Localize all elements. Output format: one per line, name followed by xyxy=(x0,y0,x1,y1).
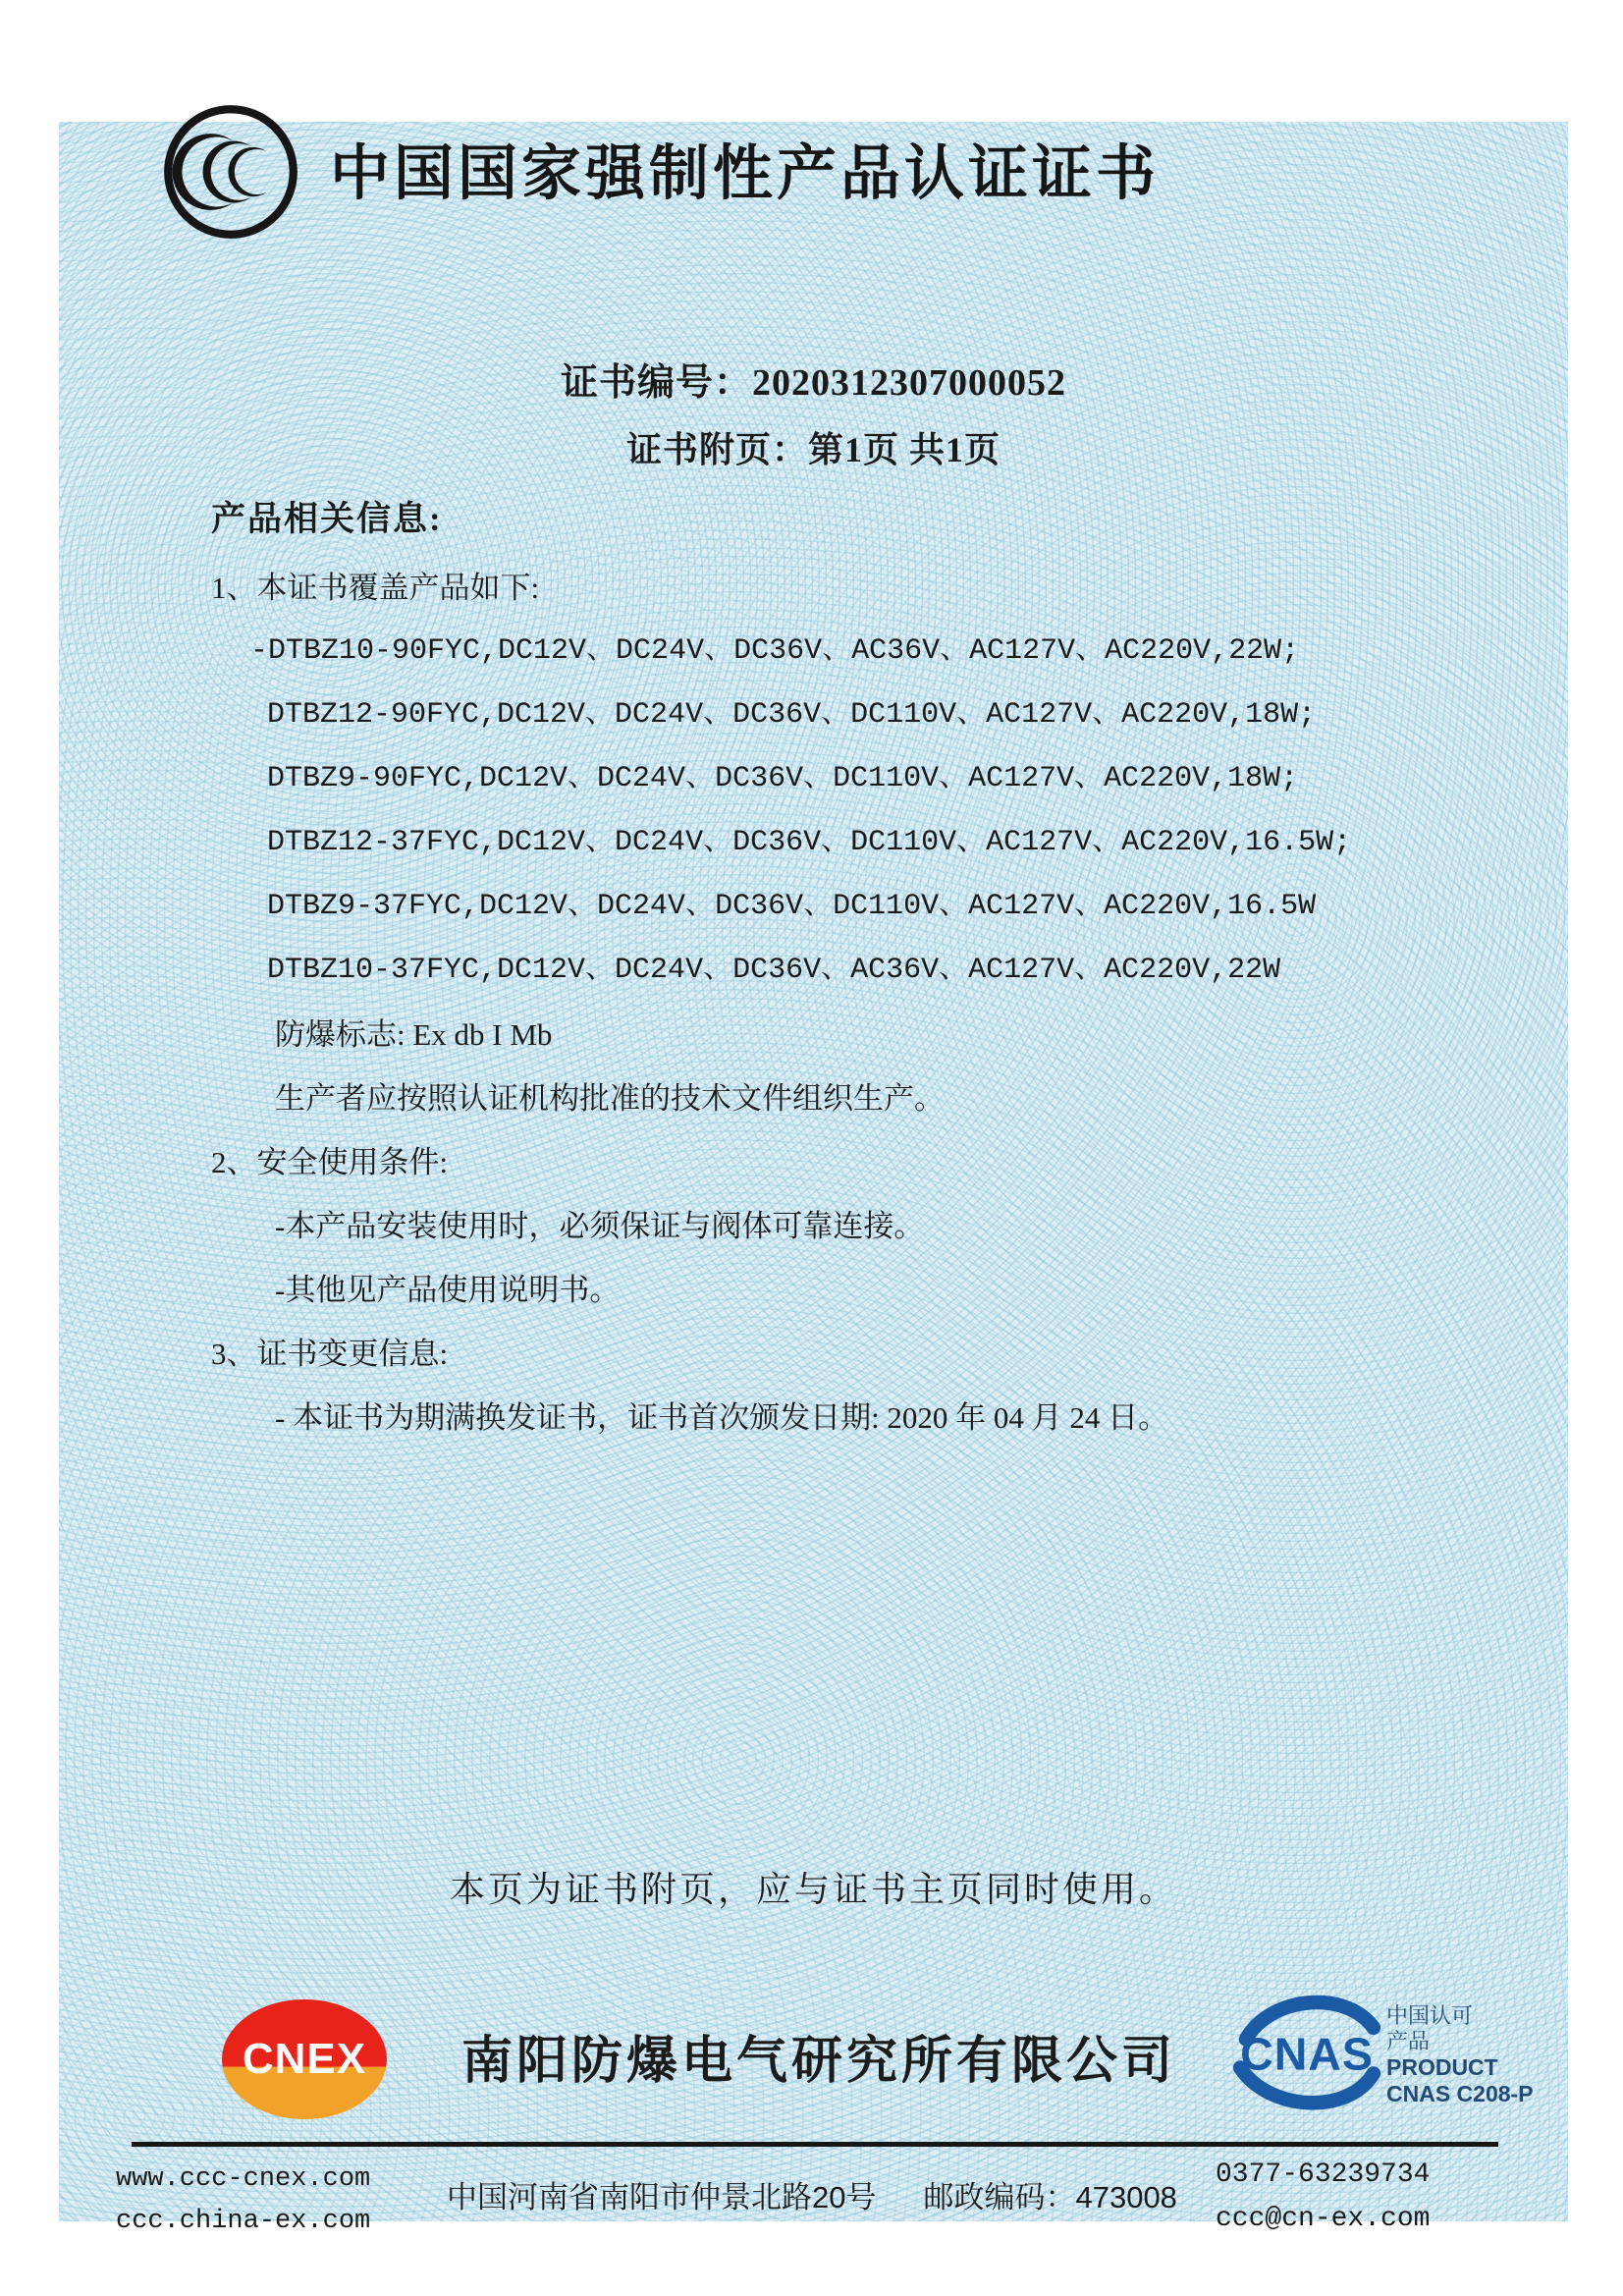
cnex-logo xyxy=(222,1999,387,2119)
body-line: 生产者应按照认证机构批准的技术文件组织生产。 xyxy=(275,1081,945,1116)
product-model-line: DTBZ10-37FYC,DC12V、DC24V、DC36V、AC36V、AC127V、AC220V,22W xyxy=(267,954,1281,987)
company-name: 南阳防爆电气研究所有限公司 xyxy=(461,2033,1177,2090)
body-line: 3、证书变更信息: xyxy=(211,1337,449,1371)
product-info-heading: 产品相关信息: xyxy=(211,500,443,538)
attachment-page-info: 证书附页：第1页 共1页 xyxy=(625,430,1001,469)
product-info-block xyxy=(211,483,1554,1449)
body-line: -本产品安装使用时，必须保证与阀体可靠连接。 xyxy=(275,1209,925,1243)
product-model-line: DTBZ12-37FYC,DC12V、DC24V、DC36V、DC110V、AC127V、AC220V,16.5W; xyxy=(267,826,1352,859)
cnas-code: CNAS C208-P xyxy=(1386,2081,1534,2107)
ex-marking-line: 防爆标志: Ex db I Mb xyxy=(275,1017,553,1052)
cnas-logo-icon xyxy=(1229,1992,1384,2115)
product-model-line: DTBZ9-90FYC,DC12V、DC24V、DC36V、DC110V、AC127V、AC220V,18W; xyxy=(267,762,1299,795)
body-line: -其他见产品使用说明书。 xyxy=(275,1273,621,1307)
certificate-title: 中国国家强制性产品认证证书 xyxy=(330,141,1161,207)
postal-code: 邮政编码：473008 xyxy=(923,2180,1177,2214)
footer-divider-line xyxy=(132,2142,1498,2147)
product-model-line: -DTBZ10-90FYC,DC12V、DC24V、DC36V、AC36V、AC127V、AC220V,22W; xyxy=(250,634,1300,668)
body-line: - 本证书为期满换发证书，证书首次颁发日期: 2020 年 04 月 24 日。 xyxy=(275,1400,1169,1435)
cnex-logo-label: CNEX xyxy=(242,2035,367,2083)
product-model-line: DTBZ9-37FYC,DC12V、DC24V、DC36V、DC110V、AC127V、AC220V,16.5W xyxy=(267,890,1317,923)
company-address: 中国河南省南阳市仲景北路20号 xyxy=(447,2180,877,2214)
cnas-accredit-cn: 中国认可 xyxy=(1386,2003,1474,2028)
body-line: 1、本证书覆盖产品如下: xyxy=(211,571,540,605)
contact-column xyxy=(1216,2153,1430,2241)
cnas-product-en: PRODUCT xyxy=(1386,2053,1498,2080)
ccc-logo-icon xyxy=(160,101,301,243)
address-line xyxy=(447,2172,1224,2216)
certificate-number: 证书编号：2020312307000052 xyxy=(560,362,1066,404)
website-ccc-cnex: www.ccc-cnex.com xyxy=(116,2164,371,2194)
phone-number: 0377-63239734 xyxy=(1216,2159,1431,2190)
cnas-product-cn: 产品 xyxy=(1386,2028,1431,2053)
body-line: 2、安全使用条件: xyxy=(211,1145,449,1179)
svg-text:CNAS: CNAS xyxy=(1240,2028,1374,2080)
attachment-notice: 本页为证书附页，应与证书主页同时使用。 xyxy=(449,1870,1177,1909)
website-china-ex: ccc.china-ex.com xyxy=(116,2207,371,2236)
email-address: ccc@cn-ex.com xyxy=(1216,2204,1431,2234)
product-model-line: DTBZ12-90FYC,DC12V、DC24V、DC36V、DC110V、AC127V、AC220V,18W; xyxy=(267,698,1317,732)
cnas-text-block xyxy=(1386,2003,1534,2107)
website-column xyxy=(116,2159,370,2243)
